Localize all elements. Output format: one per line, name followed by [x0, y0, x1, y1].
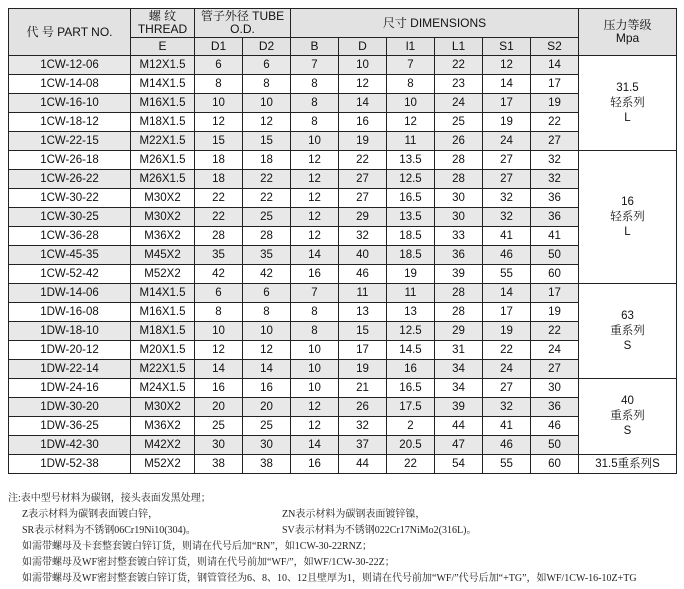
cell-s1: 19 — [483, 113, 531, 132]
cell-l1: 34 — [435, 379, 483, 398]
cell-b: 8 — [291, 75, 339, 94]
pressure-group-cell — [579, 151, 677, 284]
cell-d: 29 — [339, 208, 387, 227]
cell-l1: 23 — [435, 75, 483, 94]
header-tube-od — [195, 9, 291, 38]
cell-d: 40 — [339, 246, 387, 265]
cell-b: 16 — [291, 265, 339, 284]
cell-part-no: 1CW-36-28 — [9, 227, 131, 246]
cell-part-no: 1CW-26-22 — [9, 170, 131, 189]
cell-d2: 18 — [243, 151, 291, 170]
cell-s2: 46 — [531, 417, 579, 436]
cell-d2: 6 — [243, 56, 291, 75]
cell-s2: 24 — [531, 341, 579, 360]
pressure-value: 40 — [621, 395, 634, 407]
cell-d1: 10 — [195, 322, 243, 341]
cell-part-no: 1DW-16-08 — [9, 303, 131, 322]
table-row — [9, 113, 677, 132]
header-thread-en: THREAD — [137, 22, 188, 36]
cell-l1-small: 19 — [387, 265, 435, 284]
cell-b: 14 — [291, 246, 339, 265]
header-col-s1: S1 — [483, 38, 531, 56]
cell-thread: M12X1.5 — [131, 56, 195, 75]
note-material-row2 — [8, 523, 680, 539]
header-thread-cn: 螺 纹 — [148, 9, 177, 23]
cell-part-no: 1DW-52-38 — [9, 455, 131, 474]
cell-thread: M36X2 — [131, 417, 195, 436]
cell-b: 12 — [291, 398, 339, 417]
cell-d2: 14 — [243, 360, 291, 379]
cell-d: 37 — [339, 436, 387, 455]
header-pressure — [579, 9, 677, 56]
cell-s2: 22 — [531, 322, 579, 341]
table-row — [9, 170, 677, 189]
pressure-letter: S — [623, 339, 632, 352]
header-col-d1: D1 — [195, 38, 243, 56]
cell-d1: 30 — [195, 436, 243, 455]
cell-d1: 22 — [195, 189, 243, 208]
cell-l1: 31 — [435, 341, 483, 360]
cell-d1: 14 — [195, 360, 243, 379]
cell-d: 11 — [339, 284, 387, 303]
cell-d: 10 — [339, 56, 387, 75]
pressure-series: 重系列 — [610, 324, 645, 337]
cell-d: 21 — [339, 379, 387, 398]
cell-thread: M16X1.5 — [131, 94, 195, 113]
cell-d1: 12 — [195, 341, 243, 360]
cell-part-no: 1CW-16-10 — [9, 94, 131, 113]
table-row — [9, 132, 677, 151]
spec-table-body — [9, 56, 677, 474]
cell-d: 19 — [339, 360, 387, 379]
cell-s1: 17 — [483, 303, 531, 322]
cell-l1: 44 — [435, 417, 483, 436]
cell-thread: M30X2 — [131, 189, 195, 208]
table-row — [9, 417, 677, 436]
note-rn: 如需带螺母及卡套整套镀白锌订货，则请在代号后加“RN”，如1CW-30-22RNZ； — [22, 541, 372, 552]
cell-d1: 6 — [195, 56, 243, 75]
cell-s1: 24 — [483, 132, 531, 151]
table-row — [9, 436, 677, 455]
table-row — [9, 75, 677, 94]
cell-d1: 25 — [195, 417, 243, 436]
cell-d2: 12 — [243, 113, 291, 132]
cell-b: 12 — [291, 417, 339, 436]
cell-s1: 22 — [483, 341, 531, 360]
pressure-letter: L — [624, 225, 631, 238]
cell-l1-small: 14.5 — [387, 341, 435, 360]
cell-s1: 27 — [483, 379, 531, 398]
cell-b: 10 — [291, 341, 339, 360]
pressure-value: 16 — [621, 195, 634, 208]
pressure-group-cell — [579, 56, 677, 151]
cell-s2: 19 — [531, 303, 579, 322]
cell-l1-small: 8 — [387, 75, 435, 94]
cell-s2: 36 — [531, 189, 579, 208]
cell-s2: 27 — [531, 360, 579, 379]
cell-s1: 24 — [483, 360, 531, 379]
cell-thread: M26X1.5 — [131, 151, 195, 170]
cell-d2: 15 — [243, 132, 291, 151]
header-col-s2: S2 — [531, 38, 579, 56]
cell-d1: 18 — [195, 170, 243, 189]
cell-d: 16 — [339, 113, 387, 132]
pressure-series: 轻系列 — [610, 96, 645, 109]
header-tube-od-en: O.D. — [230, 22, 255, 36]
note-sv: SV表示材料为不锈钢022Cr17NiMo2(316L)。 — [282, 525, 477, 536]
cell-l1: 47 — [435, 436, 483, 455]
cell-s2: 50 — [531, 436, 579, 455]
cell-b: 14 — [291, 436, 339, 455]
header-tube-od-cn: 管子外径 TUBE — [200, 9, 285, 23]
cell-s1: 27 — [483, 170, 531, 189]
cell-d2: 16 — [243, 379, 291, 398]
cell-thread: M18X1.5 — [131, 322, 195, 341]
cell-b: 10 — [291, 360, 339, 379]
pressure-series: 重系列 — [610, 410, 645, 422]
header-col-l1: L1 — [435, 38, 483, 56]
cell-d2: 38 — [243, 455, 291, 474]
table-row — [9, 56, 677, 75]
cell-s1: 55 — [483, 265, 531, 284]
pressure-letter: L — [624, 111, 631, 124]
cell-part-no: 1DW-20-12 — [9, 341, 131, 360]
note-material-row1 — [8, 507, 680, 523]
cell-thread: M18X1.5 — [131, 113, 195, 132]
cell-b: 12 — [291, 208, 339, 227]
table-row — [9, 379, 677, 398]
cell-l1-small: 16 — [387, 360, 435, 379]
cell-d: 44 — [339, 455, 387, 474]
cell-l1: 33 — [435, 227, 483, 246]
header-thread-sym: E — [131, 38, 195, 56]
cell-l1-small: 2 — [387, 417, 435, 436]
cell-l1-small: 17.5 — [387, 398, 435, 417]
header-col-b: B — [291, 38, 339, 56]
cell-l1-small: 12.5 — [387, 170, 435, 189]
table-row — [9, 341, 677, 360]
cell-l1: 54 — [435, 455, 483, 474]
cell-d2: 12 — [243, 341, 291, 360]
cell-thread: M20X1.5 — [131, 341, 195, 360]
cell-d2: 10 — [243, 94, 291, 113]
cell-thread: M14X1.5 — [131, 75, 195, 94]
table-row — [9, 246, 677, 265]
cell-s1: 55 — [483, 455, 531, 474]
cell-part-no: 1DW-22-14 — [9, 360, 131, 379]
pressure-group-cell — [579, 455, 677, 474]
cell-d2: 22 — [243, 189, 291, 208]
cell-d1: 6 — [195, 284, 243, 303]
cell-part-no: 1DW-30-20 — [9, 398, 131, 417]
cell-thread: M14X1.5 — [131, 284, 195, 303]
cell-d2: 25 — [243, 417, 291, 436]
cell-l1-small: 10 — [387, 94, 435, 113]
spec-table — [8, 8, 677, 474]
table-row — [9, 227, 677, 246]
cell-d1: 18 — [195, 151, 243, 170]
cell-part-no: 1DW-36-25 — [9, 417, 131, 436]
header-col-d2: D2 — [243, 38, 291, 56]
cell-l1: 29 — [435, 322, 483, 341]
cell-l1: 30 — [435, 189, 483, 208]
cell-d2: 20 — [243, 398, 291, 417]
cell-s2: 41 — [531, 227, 579, 246]
table-row — [9, 455, 677, 474]
cell-s1: 41 — [483, 227, 531, 246]
cell-s1: 17 — [483, 94, 531, 113]
cell-s1: 12 — [483, 56, 531, 75]
cell-d1: 16 — [195, 379, 243, 398]
note-zn: ZN表示材料为碳钢表面镀锌镍， — [282, 509, 426, 520]
note-intro: 注:表中型号材料为碳钢，接头表面发黑处理； — [8, 493, 211, 504]
cell-d1: 20 — [195, 398, 243, 417]
header-dimensions: 尺寸 DIMENSIONS — [291, 9, 579, 38]
cell-l1-small: 16.5 — [387, 379, 435, 398]
cell-s2: 36 — [531, 398, 579, 417]
table-row — [9, 208, 677, 227]
cell-l1-small: 12 — [387, 113, 435, 132]
header-pressure-cn: 压力等级 — [603, 18, 652, 32]
cell-d1: 8 — [195, 75, 243, 94]
cell-l1: 36 — [435, 246, 483, 265]
cell-part-no: 1CW-30-25 — [9, 208, 131, 227]
cell-thread: M30X2 — [131, 208, 195, 227]
cell-d1: 12 — [195, 113, 243, 132]
cell-thread: M52X2 — [131, 455, 195, 474]
note-wf: 如需带螺母及WF密封整套镀白锌订货，则请在代号前加“WF/”，如WF/1CW-30-22Z； — [22, 557, 395, 568]
pressure-series: 轻系列 — [610, 210, 645, 223]
note-sr: SR表示材料为不锈钢06Cr19Ni10(304)。 — [22, 525, 196, 536]
cell-d2: 30 — [243, 436, 291, 455]
cell-l1: 28 — [435, 170, 483, 189]
cell-part-no: 1DW-14-06 — [9, 284, 131, 303]
cell-s1: 32 — [483, 208, 531, 227]
cell-d2: 8 — [243, 303, 291, 322]
cell-l1-small: 13 — [387, 303, 435, 322]
table-row — [9, 265, 677, 284]
header-pressure-unit: Mpa — [615, 31, 640, 45]
cell-part-no: 1CW-45-35 — [9, 246, 131, 265]
cell-d: 15 — [339, 322, 387, 341]
pressure-series: 31.5重系列S — [595, 457, 660, 470]
cell-thread: M30X2 — [131, 398, 195, 417]
table-row — [9, 189, 677, 208]
cell-d: 22 — [339, 151, 387, 170]
cell-s1: 27 — [483, 151, 531, 170]
cell-l1: 25 — [435, 113, 483, 132]
cell-d1: 22 — [195, 208, 243, 227]
pressure-value: 31.5 — [616, 81, 639, 94]
cell-d: 19 — [339, 132, 387, 151]
cell-d2: 10 — [243, 322, 291, 341]
cell-d: 27 — [339, 189, 387, 208]
table-row — [9, 284, 677, 303]
cell-thread: M42X2 — [131, 436, 195, 455]
cell-b: 8 — [291, 113, 339, 132]
cell-d2: 28 — [243, 227, 291, 246]
cell-s2: 14 — [531, 56, 579, 75]
cell-s2: 32 — [531, 151, 579, 170]
cell-l1-small: 13.5 — [387, 208, 435, 227]
cell-l1: 28 — [435, 303, 483, 322]
cell-s2: 27 — [531, 132, 579, 151]
cell-s1: 14 — [483, 284, 531, 303]
cell-l1-small: 13.5 — [387, 151, 435, 170]
header-col-d: D — [339, 38, 387, 56]
cell-thread: M22X1.5 — [131, 360, 195, 379]
cell-s2: 36 — [531, 208, 579, 227]
table-row — [9, 398, 677, 417]
cell-part-no: 1DW-42-30 — [9, 436, 131, 455]
table-row — [9, 94, 677, 113]
cell-s2: 19 — [531, 94, 579, 113]
header-col-l1-small: l1 — [387, 38, 435, 56]
cell-b: 12 — [291, 189, 339, 208]
cell-l1: 28 — [435, 151, 483, 170]
cell-l1-small: 20.5 — [387, 436, 435, 455]
pressure-value: 63 — [621, 309, 634, 322]
cell-s2: 32 — [531, 170, 579, 189]
cell-l1: 24 — [435, 94, 483, 113]
cell-thread: M22X1.5 — [131, 132, 195, 151]
cell-s2: 60 — [531, 455, 579, 474]
cell-s2: 30 — [531, 379, 579, 398]
cell-s1: 46 — [483, 436, 531, 455]
cell-l1: 39 — [435, 265, 483, 284]
cell-d2: 22 — [243, 170, 291, 189]
notes — [8, 491, 680, 587]
cell-l1: 34 — [435, 360, 483, 379]
cell-s2: 17 — [531, 75, 579, 94]
cell-thread: M45X2 — [131, 246, 195, 265]
cell-d: 32 — [339, 417, 387, 436]
cell-s1: 14 — [483, 75, 531, 94]
header-part-no: 代 号 PART NO. — [9, 9, 131, 56]
cell-d: 13 — [339, 303, 387, 322]
cell-l1: 22 — [435, 56, 483, 75]
pressure-group-cell — [579, 379, 677, 455]
cell-part-no: 1CW-18-12 — [9, 113, 131, 132]
cell-l1: 39 — [435, 398, 483, 417]
cell-b: 8 — [291, 322, 339, 341]
cell-b: 12 — [291, 170, 339, 189]
pressure-group-cell — [579, 284, 677, 379]
cell-d1: 35 — [195, 246, 243, 265]
cell-s1: 32 — [483, 398, 531, 417]
cell-s1: 46 — [483, 246, 531, 265]
cell-b: 10 — [291, 132, 339, 151]
cell-s1: 41 — [483, 417, 531, 436]
cell-part-no: 1CW-52-42 — [9, 265, 131, 284]
cell-l1-small: 16.5 — [387, 189, 435, 208]
cell-d: 12 — [339, 75, 387, 94]
cell-b: 7 — [291, 284, 339, 303]
cell-part-no: 1CW-30-22 — [9, 189, 131, 208]
cell-l1: 26 — [435, 132, 483, 151]
cell-l1: 28 — [435, 284, 483, 303]
cell-b: 12 — [291, 227, 339, 246]
cell-d1: 15 — [195, 132, 243, 151]
cell-s2: 17 — [531, 284, 579, 303]
cell-part-no: 1CW-22-15 — [9, 132, 131, 151]
cell-b: 8 — [291, 94, 339, 113]
cell-d2: 6 — [243, 284, 291, 303]
cell-s2: 50 — [531, 246, 579, 265]
cell-thread: M52X2 — [131, 265, 195, 284]
cell-l1-small: 12.5 — [387, 322, 435, 341]
cell-l1-small: 18.5 — [387, 246, 435, 265]
cell-d1: 10 — [195, 94, 243, 113]
cell-d: 17 — [339, 341, 387, 360]
cell-b: 16 — [291, 455, 339, 474]
cell-d: 14 — [339, 94, 387, 113]
cell-part-no: 1CW-26-18 — [9, 151, 131, 170]
table-row — [9, 360, 677, 379]
cell-d: 46 — [339, 265, 387, 284]
cell-d2: 25 — [243, 208, 291, 227]
pressure-letter: S — [623, 425, 632, 437]
cell-d1: 28 — [195, 227, 243, 246]
cell-b: 10 — [291, 379, 339, 398]
table-row — [9, 303, 677, 322]
cell-d1: 8 — [195, 303, 243, 322]
cell-b: 8 — [291, 303, 339, 322]
cell-b: 7 — [291, 56, 339, 75]
cell-part-no: 1CW-14-08 — [9, 75, 131, 94]
note-tg: 如需带螺母及WF密封整套镀白锌订货，钢管管径为6、8、10、12且壁厚为1，则请在代号前加“WF/”代号后加“+TG”，如WF/1CW-16-10Z+TG — [22, 573, 637, 584]
cell-b: 12 — [291, 151, 339, 170]
cell-thread: M16X1.5 — [131, 303, 195, 322]
cell-d1: 38 — [195, 455, 243, 474]
cell-l1-small: 7 — [387, 56, 435, 75]
cell-d2: 42 — [243, 265, 291, 284]
cell-l1: 30 — [435, 208, 483, 227]
cell-s2: 22 — [531, 113, 579, 132]
cell-l1-small: 22 — [387, 455, 435, 474]
cell-thread: M36X2 — [131, 227, 195, 246]
cell-l1-small: 18.5 — [387, 227, 435, 246]
cell-thread: M26X1.5 — [131, 170, 195, 189]
note-z: Z表示材料为碳钢表面镀白锌， — [22, 509, 159, 520]
cell-d2: 35 — [243, 246, 291, 265]
cell-part-no: 1DW-18-10 — [9, 322, 131, 341]
cell-d: 27 — [339, 170, 387, 189]
table-row — [9, 151, 677, 170]
cell-d: 26 — [339, 398, 387, 417]
cell-thread: M24X1.5 — [131, 379, 195, 398]
header-thread — [131, 9, 195, 38]
cell-d2: 8 — [243, 75, 291, 94]
cell-l1-small: 11 — [387, 284, 435, 303]
cell-part-no: 1CW-12-06 — [9, 56, 131, 75]
cell-d1: 42 — [195, 265, 243, 284]
cell-s1: 32 — [483, 189, 531, 208]
cell-l1-small: 11 — [387, 132, 435, 151]
cell-s2: 60 — [531, 265, 579, 284]
cell-part-no: 1DW-24-16 — [9, 379, 131, 398]
cell-s1: 19 — [483, 322, 531, 341]
table-row — [9, 322, 677, 341]
cell-d: 32 — [339, 227, 387, 246]
